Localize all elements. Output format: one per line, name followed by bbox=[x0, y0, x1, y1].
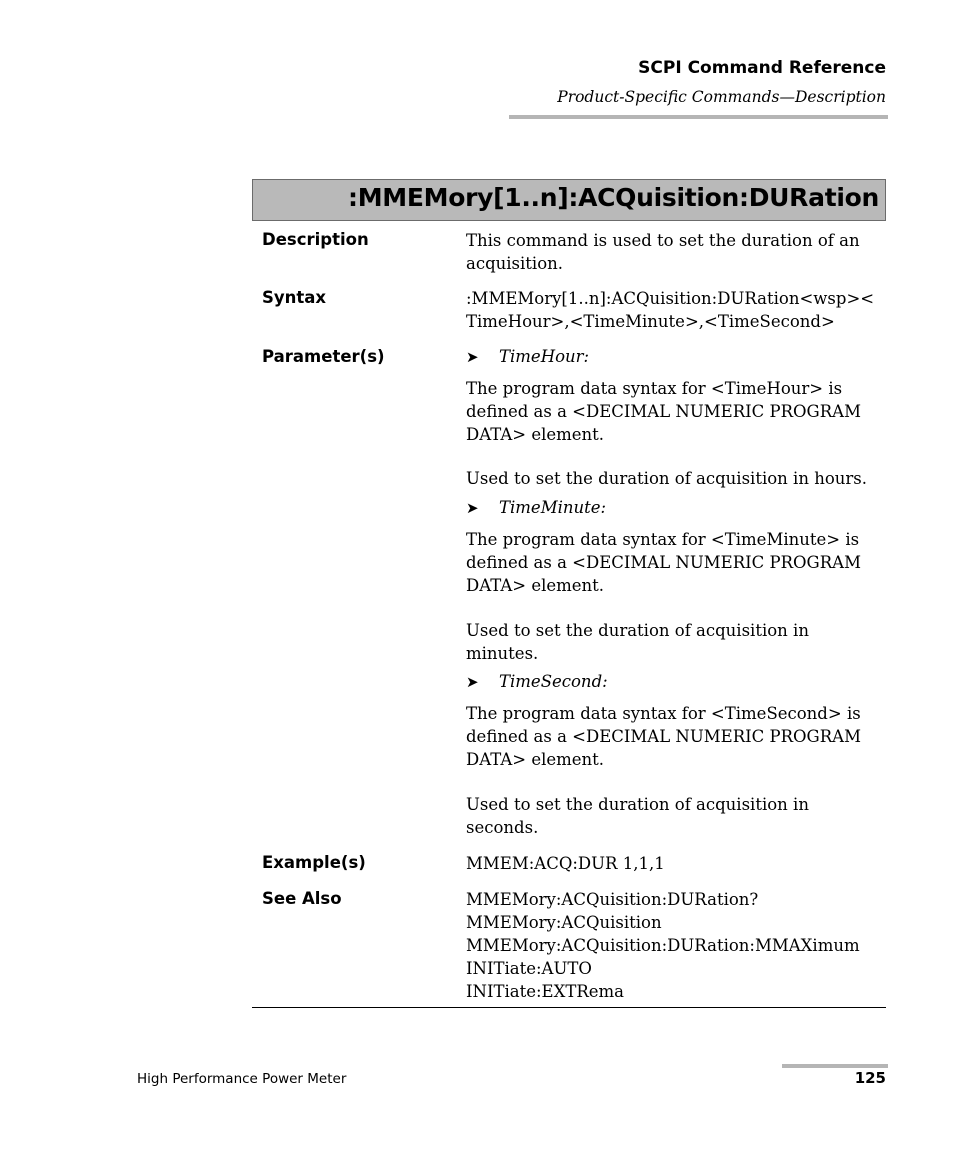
footer-rule bbox=[782, 1064, 888, 1068]
description-line: acquisition. bbox=[466, 254, 564, 273]
command-name: :MMEMory[1..n]:ACQuisition:DURation bbox=[348, 183, 879, 212]
parameters-label: Parameter(s) bbox=[262, 347, 385, 366]
see-also-item: INITiate:AUTO bbox=[466, 959, 592, 978]
parameter-name: TimeHour: bbox=[499, 347, 590, 366]
parameter-usage-line: Used to set the duration of acquisition in bbox=[466, 795, 809, 814]
syntax-text bbox=[466, 287, 886, 333]
parameter-definition-line: DATA> element. bbox=[466, 750, 605, 769]
see-also-item: INITiate:EXTRema bbox=[466, 982, 625, 1001]
parameter-definition-line: DATA> element. bbox=[466, 576, 605, 595]
see-also-item: MMEMory:ACQuisition bbox=[466, 913, 662, 932]
description-label: Description bbox=[262, 230, 369, 249]
parameter-usage-line: Used to set the duration of acquisition in hours. bbox=[466, 469, 867, 488]
parameter-usage-line: seconds. bbox=[466, 818, 539, 837]
parameter-usage-line: minutes. bbox=[466, 644, 539, 663]
footer-product-name: High Performance Power Meter bbox=[137, 1071, 347, 1087]
parameter-usage-line: Used to set the duration of acquisition in bbox=[466, 621, 809, 640]
page-number: 125 bbox=[854, 1069, 886, 1087]
arrow-right-icon: ➤ bbox=[466, 348, 479, 366]
arrow-right-icon: ➤ bbox=[466, 673, 479, 691]
parameter-definition bbox=[466, 377, 886, 446]
parameter-usage bbox=[466, 619, 886, 665]
see-also-item: MMEMory:ACQuisition:DURation:MMAXimum bbox=[466, 936, 860, 955]
header-rule bbox=[509, 115, 888, 119]
parameter-definition bbox=[466, 702, 886, 771]
table-bottom-rule bbox=[252, 1007, 886, 1008]
see-also-item: MMEMory:ACQuisition:DURation? bbox=[466, 890, 759, 909]
syntax-line: TimeHour>,<TimeMinute>,<TimeSecond> bbox=[466, 312, 835, 331]
parameter-definition-line: The program data syntax for <TimeHour> is bbox=[466, 379, 843, 398]
parameter-definition bbox=[466, 528, 886, 597]
parameter-name: TimeMinute: bbox=[499, 498, 607, 517]
parameter-bullet bbox=[466, 347, 589, 366]
description-text bbox=[466, 229, 886, 275]
parameter-definition-line: defined as a <DECIMAL NUMERIC PROGRAM bbox=[466, 727, 861, 746]
parameter-definition-line: defined as a <DECIMAL NUMERIC PROGRAM bbox=[466, 402, 861, 421]
parameter-definition-line: defined as a <DECIMAL NUMERIC PROGRAM bbox=[466, 553, 861, 572]
syntax-line: :MMEMory[1..n]:ACQuisition:DURation<wsp>< bbox=[466, 289, 875, 308]
command-title-bar bbox=[252, 179, 886, 221]
running-header-subtitle: Product-Specific Commands—Description bbox=[557, 88, 886, 106]
parameter-name: TimeSecond: bbox=[499, 672, 608, 691]
syntax-label: Syntax bbox=[262, 288, 327, 307]
description-line: This command is used to set the duration of an bbox=[466, 231, 860, 250]
see-also-label: See Also bbox=[262, 889, 342, 908]
parameter-definition-line: DATA> element. bbox=[466, 425, 605, 444]
parameter-bullet bbox=[466, 498, 606, 517]
arrow-right-icon: ➤ bbox=[466, 499, 479, 517]
running-header-title: SCPI Command Reference bbox=[638, 58, 886, 78]
parameter-definition-line: The program data syntax for <TimeSecond> is bbox=[466, 704, 861, 723]
example-value: MMEM:ACQ:DUR 1,1,1 bbox=[466, 854, 665, 873]
see-also-list bbox=[466, 888, 886, 1003]
examples-label: Example(s) bbox=[262, 853, 366, 872]
parameter-usage bbox=[466, 467, 886, 490]
parameter-definition-line: The program data syntax for <TimeMinute> is bbox=[466, 530, 860, 549]
parameter-bullet bbox=[466, 672, 608, 691]
parameter-usage bbox=[466, 793, 886, 839]
